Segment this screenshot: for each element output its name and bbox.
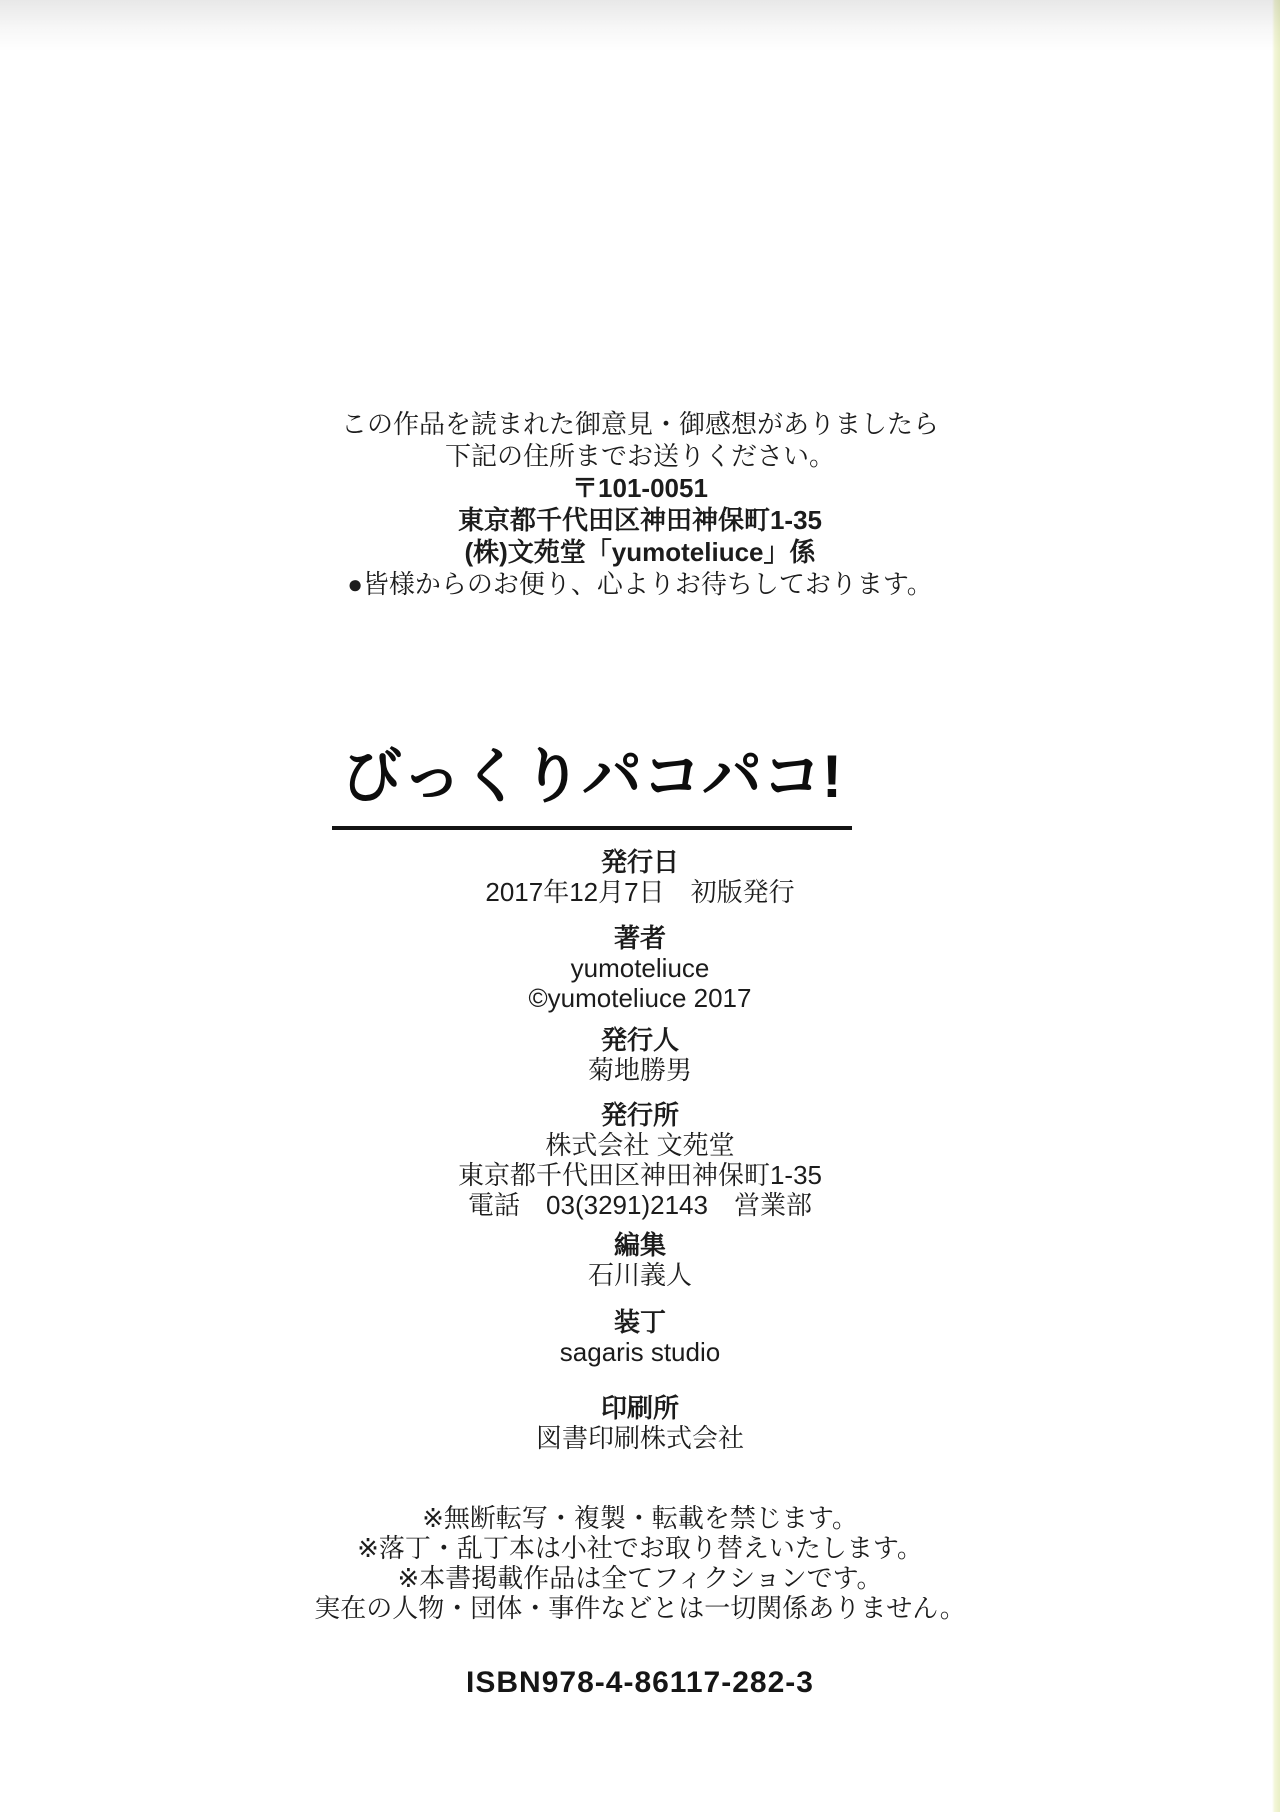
issuer-label: 発行人 xyxy=(600,1025,679,1055)
reader-feedback-block xyxy=(0,408,1280,600)
isbn-number: ISBN978-4-86117-282-3 xyxy=(466,1666,814,1699)
author-group xyxy=(0,923,1280,1013)
copyright-line: ©yumoteliuce 2017 xyxy=(528,983,752,1013)
publish-date-value: 2017年12月7日 初版発行 xyxy=(485,877,795,907)
issuer-group xyxy=(0,1025,1280,1085)
mailing-address: 東京都千代田区神田神保町1-35 xyxy=(457,505,823,535)
publish-date-group xyxy=(0,847,1280,907)
publisher-phone: 電話 03(3291)2143 営業部 xyxy=(468,1190,812,1220)
issuer-name: 菊地勝男 xyxy=(587,1055,692,1085)
legal-notices-block xyxy=(0,1503,1280,1623)
design-label: 装丁 xyxy=(613,1307,666,1337)
publisher-group xyxy=(0,1100,1280,1220)
notice-line-1: ※無断転写・複製・転載を禁じます。 xyxy=(422,1503,858,1533)
printer-group xyxy=(0,1393,1280,1453)
feedback-note-line-1: この作品を読まれた御意見・御感想がありましたら xyxy=(340,409,939,439)
publisher-address-line: 東京都千代田区神田神保町1-35 xyxy=(457,1160,823,1190)
editor-group xyxy=(0,1230,1280,1290)
mail-recipient: (株)文苑堂「yumoteliuce」係 xyxy=(464,537,816,567)
publisher-label: 発行所 xyxy=(600,1100,679,1130)
isbn-block xyxy=(0,1666,1280,1700)
publish-date-label: 発行日 xyxy=(600,847,679,877)
author-name: yumoteliuce xyxy=(570,953,710,983)
editor-name: 石川義人 xyxy=(587,1260,692,1290)
publisher-name: 株式会社 文苑堂 xyxy=(545,1130,735,1160)
book-title: びっくりパコパコ! xyxy=(332,736,852,830)
design-group xyxy=(0,1307,1280,1367)
notice-line-4: 実在の人物・団体・事件などとは一切関係ありません。 xyxy=(314,1593,966,1623)
editor-label: 編集 xyxy=(613,1230,666,1260)
notice-line-3: ※本書掲載作品は全てフィクションです。 xyxy=(397,1563,883,1593)
printer-name: 図書印刷株式会社 xyxy=(535,1423,744,1453)
feedback-note-line-2: 下記の住所までお送りください。 xyxy=(444,441,835,471)
mail-note: ●皆様からのお便り、心よりお待ちしております。 xyxy=(347,569,933,599)
page-edge-strip xyxy=(1272,0,1280,1812)
design-name: sagaris studio xyxy=(559,1337,721,1367)
notice-line-2: ※落丁・乱丁本は小社でお取り替えいたします。 xyxy=(357,1533,923,1563)
top-scan-shadow xyxy=(0,0,1280,52)
postal-code: 〒101-0051 xyxy=(572,473,708,503)
author-label: 著者 xyxy=(613,923,666,953)
printer-label: 印刷所 xyxy=(600,1393,679,1423)
title-block xyxy=(332,736,852,830)
